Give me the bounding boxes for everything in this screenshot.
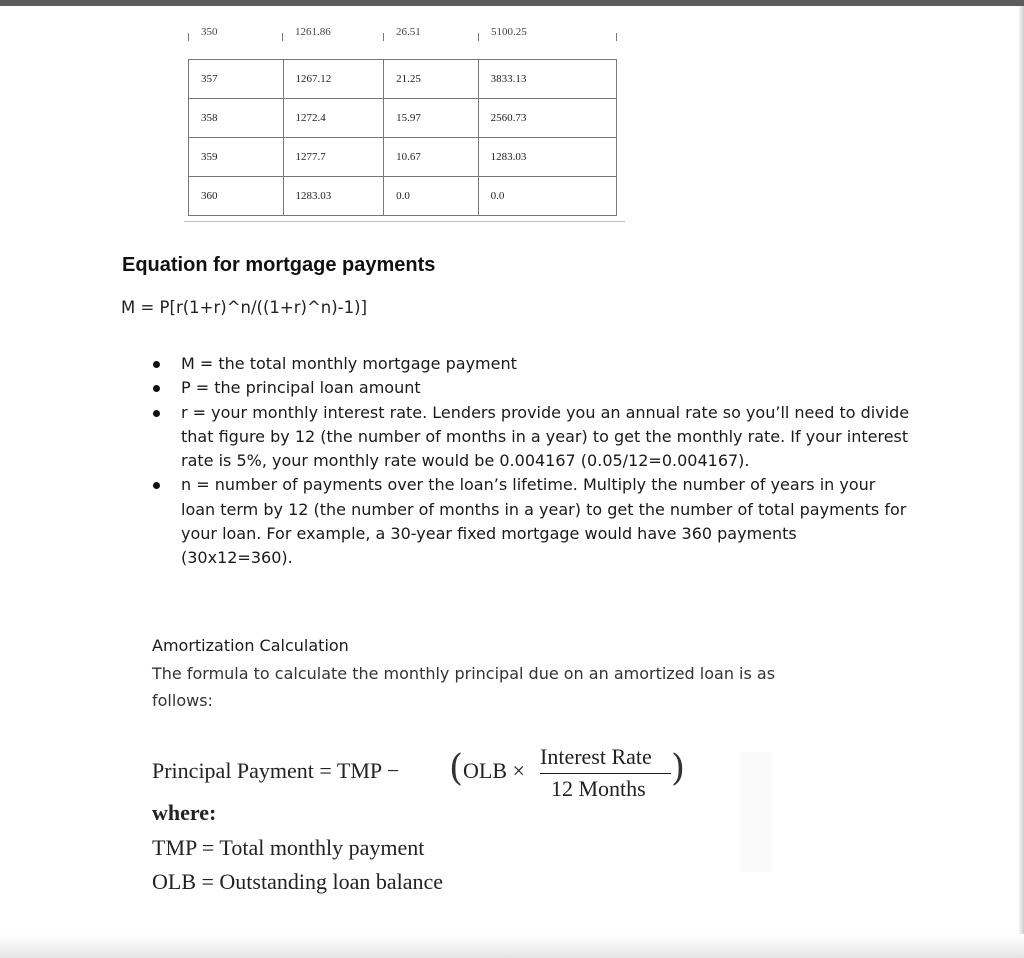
table-cell: 1272.4 (283, 99, 384, 138)
open-paren-icon: ( (449, 748, 464, 789)
bullet-icon (153, 361, 160, 368)
where-label: where: (152, 800, 217, 825)
table-cell: 0.0 (384, 177, 479, 216)
partial-cell: 5100.25 (491, 26, 527, 38)
formula-numerator: Interest Rate (540, 744, 652, 769)
partial-cell: 26.51 (396, 26, 421, 38)
window-top-border (0, 0, 1024, 6)
table-cell: 1283.03 (478, 138, 616, 177)
bullet-icon (153, 385, 160, 392)
definition-tmp: TMP = Total monthly payment (152, 835, 425, 860)
table-cell: 360 (189, 177, 284, 216)
formula-denominator: 12 Months (551, 776, 646, 801)
partial-cell: 350 (201, 26, 218, 38)
table-cell: 357 (189, 60, 284, 99)
partial-cell: 1261.86 (295, 26, 331, 38)
table-cell: 10.67 (384, 138, 479, 177)
list-item-text: n = number of payments over the loan’s lifetime. Multiply the number of years in your loan term by 12 (the number of months in a year) to get the number of total payments for your loan. For example, a 30-year fixed mortgage would have 360 payments (30x12=360). (181, 475, 907, 568)
table-cell: 1283.03 (283, 177, 384, 216)
table-bottom-rule (184, 221, 625, 222)
fraction-bar (540, 773, 671, 774)
table-row (189, 138, 617, 177)
list-item (150, 352, 910, 376)
list-item-text: r = your monthly interest rate. Lenders provide you an annual rate so you’ll need to divide that figure by 12 (the number of months in a year) to get the monthly rate. If your interest rate is 5%, your monthly rate would be 0.004167 (0.05/12=0.004167). (181, 402, 910, 471)
list-item-text: M = the total monthly mortgage payment (181, 354, 517, 373)
definition-olb: OLB = Outstanding loan balance (152, 869, 444, 894)
close-paren-icon: ) (671, 748, 686, 789)
amortization-description: The formula to calculate the monthly principal due on an amortized loan is as follows: (152, 664, 776, 710)
table-cell: 21.25 (384, 60, 479, 99)
table-row (189, 99, 617, 138)
faint-artifact (740, 752, 772, 872)
mortgage-equation: M = P[r(1+r)^n/((1+r)^n)-1)] (121, 298, 368, 317)
table-cell: 3833.13 (478, 60, 616, 99)
page-edge-shadow (1018, 6, 1024, 936)
list-item (150, 401, 910, 474)
list-item (150, 473, 910, 570)
section-heading: Equation for mortgage payments (122, 254, 436, 276)
table-row (189, 60, 617, 99)
table-cell: 358 (189, 99, 284, 138)
amortization-table (188, 59, 617, 216)
bullet-icon (153, 482, 160, 489)
formula-olb: OLB × (463, 758, 525, 783)
formula-lhs: Principal Payment = TMP − (152, 758, 400, 783)
bullet-icon (153, 410, 160, 417)
amortization-title: Amortization Calculation (152, 636, 349, 655)
table-cell: 359 (189, 138, 284, 177)
table-row (189, 177, 617, 216)
table-partial-row (188, 26, 617, 41)
table-cell: 2560.73 (478, 99, 616, 138)
list-item (150, 376, 910, 400)
table-cell: 0.0 (478, 177, 616, 216)
table-cell: 1267.12 (283, 60, 384, 99)
variable-definitions-list (150, 352, 910, 571)
table-cell: 15.97 (384, 99, 479, 138)
list-item-text: P = the principal loan amount (181, 378, 421, 398)
page-bottom-shadow (0, 934, 1024, 958)
table-cell: 1277.7 (283, 138, 384, 177)
